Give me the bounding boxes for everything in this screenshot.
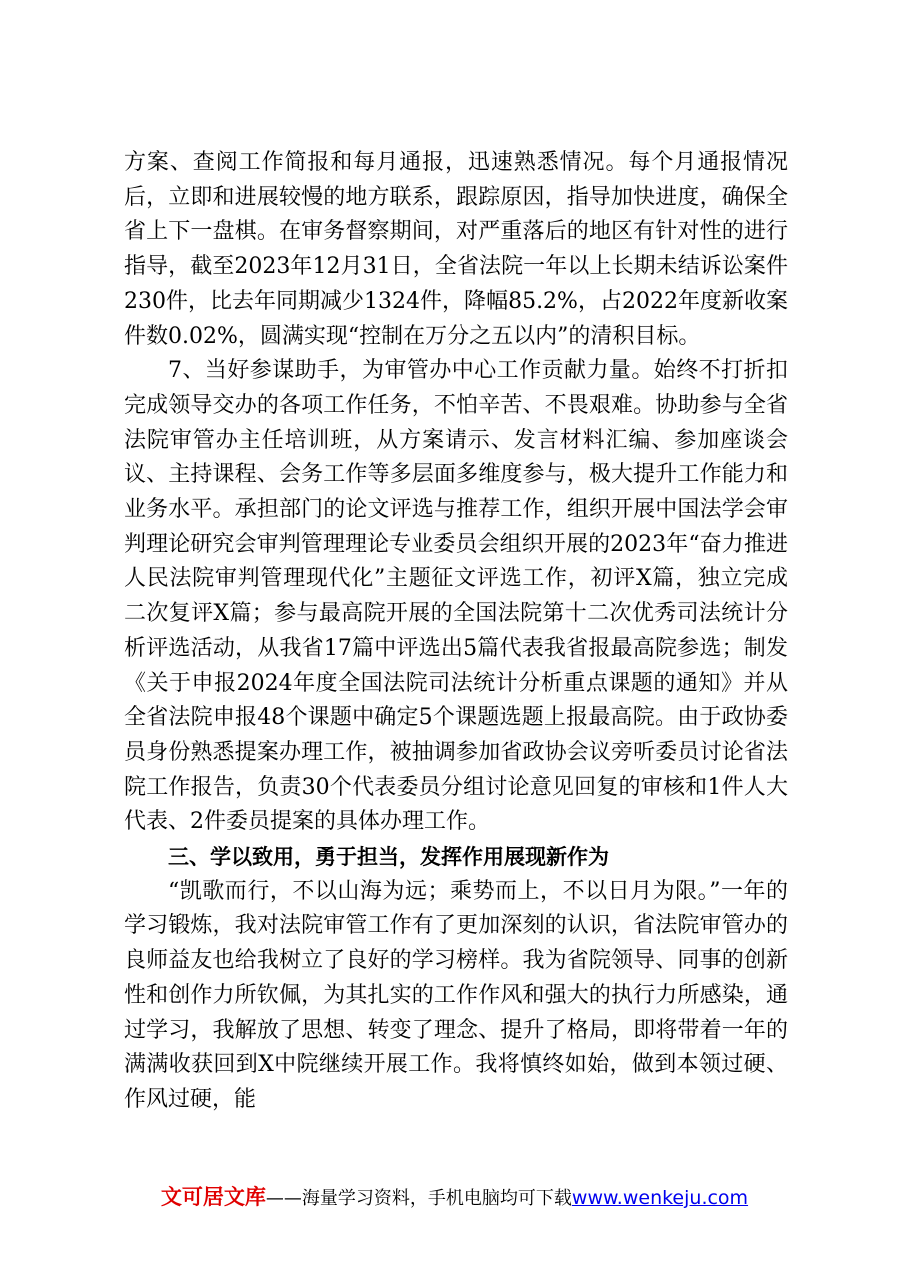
document-body <box>124 146 788 1118</box>
footer-tagline: ——海量学习资料，手机电脑均可下载 <box>265 1188 572 1209</box>
page-footer <box>0 1183 909 1213</box>
footer-website-link[interactable]: www.wenkeju.com <box>571 1187 749 1209</box>
paragraph-section-3-intro: “凯歌而行，不以山海为远；乘势而上，不以日月为限。”一年的学习锻炼，我对法院审管工作有了更加深刻的认识，省法院审管办的良师益友也给我树立了良好的学习榜样。我为省院领导、同事的创新性和创作力所钦佩，为其扎实的工作作风和强大的执行力所感染，通过学习，我解放了思想、转变了理念、提升了格局，即将带着一年的满满收获回到X中院继续开展工作。我将慎终如始，做到本领过硬、作风过硬，能 <box>124 878 788 1112</box>
section-heading-3: 三、学以致用，勇于担当，发挥作用展现新作为 <box>168 845 609 870</box>
paragraph-continuation: 方案、查阅工作简报和每月通报，迅速熟悉情况。每个月通报情况后，立即和进展较慢的地方联系，跟踪原因，指导加快进度，确保全省上下一盘棋。在审务督察期间，对严重落后的地区有针对性的进行指导，截至2023年12月31日，全省法院一年以上长期未结诉讼案件230件，比去年同期减少1324件，降幅85.2%，占2022年度新收案件数0.02%，圆满实现“控制在万分之五以内”的清积目标。 <box>124 150 788 349</box>
paragraph-item-7: 7、当好参谋助手，为审管办中心工作贡献力量。始终不打折扣完成领导交办的各项工作任务，不怕辛苦、不畏艰难。协助参与全省法院审管办主任培训班，从方案请示、发言材料汇编、参加座谈会议、主持课程、会务工作等多层面多维度参与，极大提升工作能力和业务水平。承担部门的论文评选与推荐工作，组织开展中国法学会审判理论研究会审判管理理论专业委员会组织开展的2023年“奋力推进人民法院审判管理现代化”主题征文评选工作，初评X篇，独立完成二次复评X篇；参与最高院开展的全国法院第十二次优秀司法统计分析评选活动，从我省17篇中评选出5篇代表我省报最高院参选；制发《关于申报2024年度全国法院司法统计分析重点课题的通知》并从全省法院申报48个课题中确定5个课题选题上报最高院。由于政协委员身份熟悉提案办理工作，被抽调参加省政协会议旁听委员讨论省法院工作报告，负责30个代表委员分组讨论意见回复的审核和1件人大代表、2件委员提案的具体办理工作。 <box>124 358 788 835</box>
footer-brand: 文可居文库 <box>160 1185 266 1209</box>
